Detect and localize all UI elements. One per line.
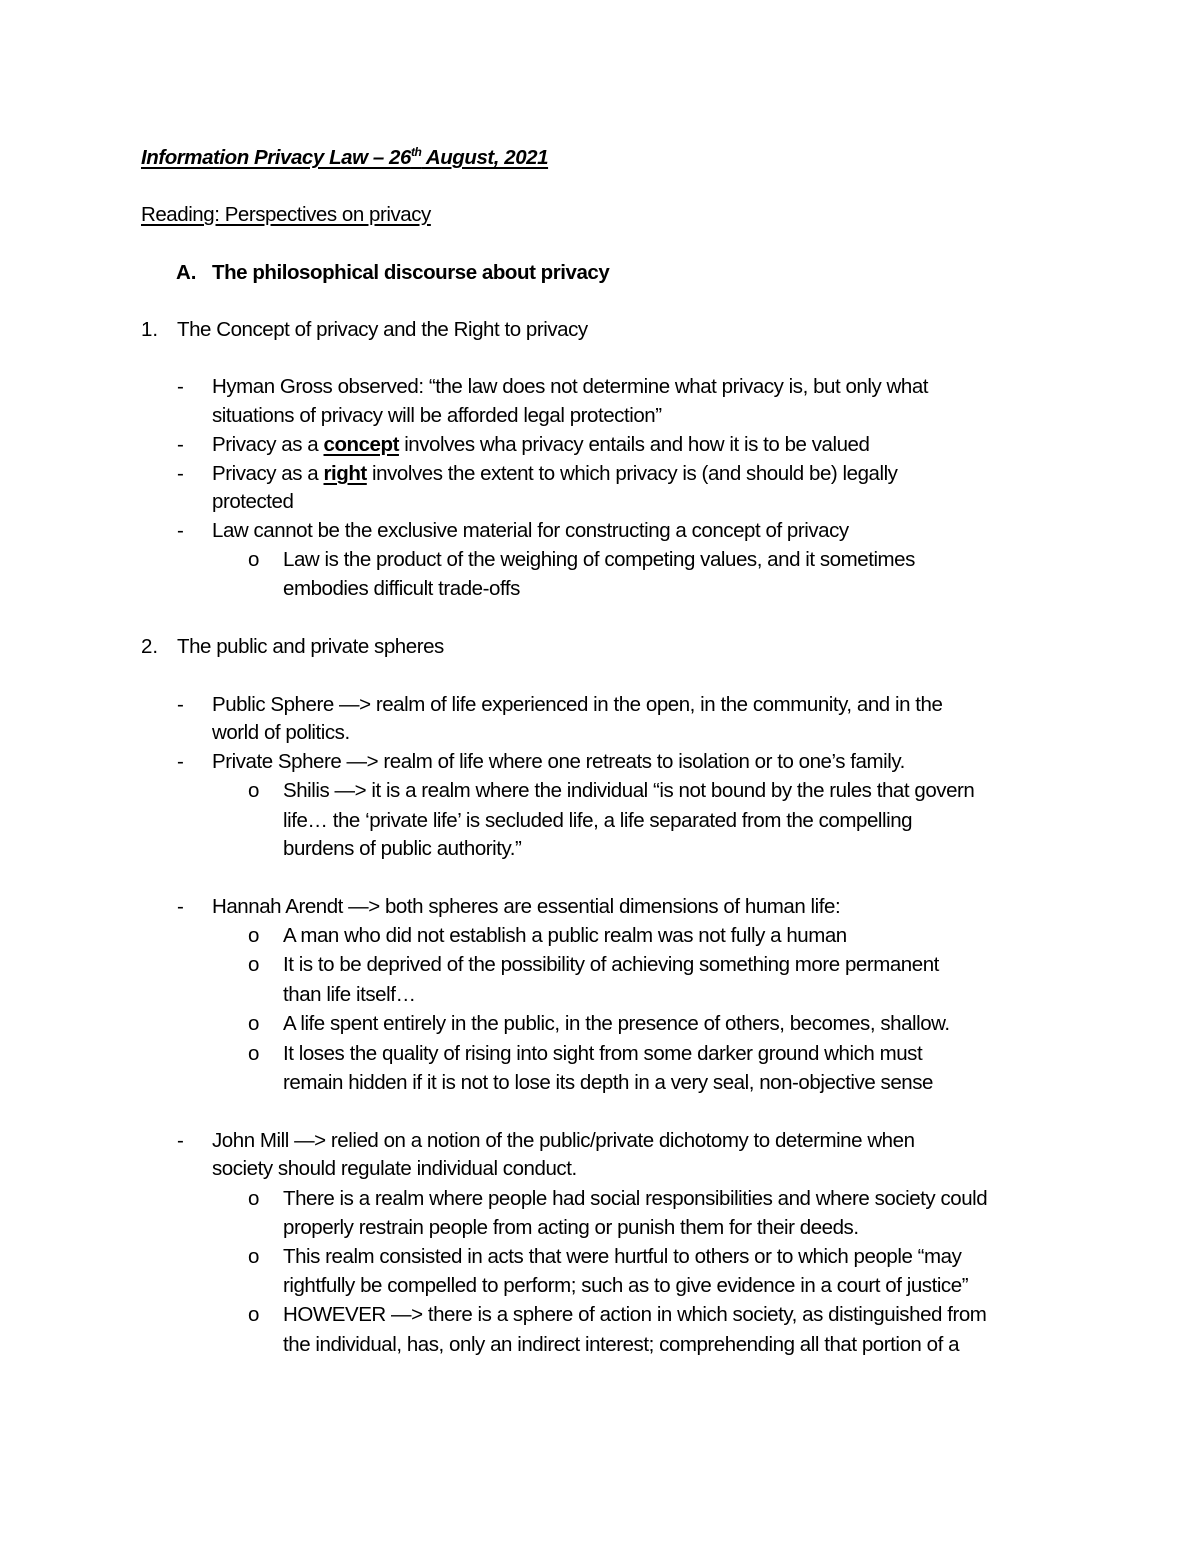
bullet-text <box>212 432 869 458</box>
item2-marker: 2. <box>141 635 159 658</box>
circle-bullet: o <box>248 1042 260 1065</box>
sub-bullet-text: the individual, has, only an indirect interest; comprehending all that portion of a <box>283 1333 960 1356</box>
dash-bullet: - <box>177 693 184 716</box>
circle-bullet: o <box>248 1187 260 1210</box>
sub-bullet-text: A man who did not establish a public realm was not fully a human <box>283 924 847 947</box>
dash-bullet: - <box>177 433 184 456</box>
dash-bullet: - <box>177 895 184 918</box>
sub-bullet-text: Law is the product of the weighing of competing values, and it sometimes <box>283 548 915 571</box>
bullet-text: Hannah Arendt —> both spheres are essential dimensions of human life: <box>212 895 841 918</box>
sub-bullet-text: properly restrain people from acting or punish them for their deeds. <box>283 1216 859 1239</box>
bullet-text: protected <box>212 490 294 513</box>
bullet-text: Hyman Gross observed: “the law does not determine what privacy is, but only what <box>212 375 929 398</box>
circle-bullet: o <box>248 1012 260 1035</box>
sub-bullet-text: burdens of public authority.” <box>283 837 522 860</box>
bullet-text: Public Sphere —> realm of life experienced in the open, in the community, and in the <box>212 693 943 716</box>
title-suffix: August, 2021 <box>421 146 549 169</box>
circle-bullet: o <box>248 1303 260 1326</box>
sub-bullet-text: remain hidden if it is not to lose its depth in a very seal, non-objective sense <box>283 1071 933 1094</box>
item1-marker: 1. <box>141 318 159 341</box>
sub-bullet-text: A life spent entirely in the public, in the presence of others, becomes, shallow. <box>283 1012 950 1035</box>
circle-bullet: o <box>248 1245 260 1268</box>
bullet-text: Private Sphere —> realm of life where one retreats to isolation or to one’s family. <box>212 750 905 773</box>
reading-heading: Reading: Perspectives on privacy <box>141 203 431 226</box>
section-a-marker: A. <box>176 261 197 284</box>
text-run: involves wha privacy entails and how it is to be valued <box>398 433 870 456</box>
sub-bullet-text: Shilis —> it is a realm where the individual “is not bound by the rules that govern <box>283 779 975 802</box>
bullet-text: John Mill —> relied on a notion of the public/private dichotomy to determine when <box>212 1129 915 1152</box>
sub-bullet-text: rightfully be compelled to perform; such as to give evidence in a court of justice” <box>283 1274 969 1297</box>
dash-bullet: - <box>177 375 184 398</box>
item1-heading: The Concept of privacy and the Right to privacy <box>177 318 588 341</box>
keyword-right: right <box>323 462 367 485</box>
bullet-text <box>212 461 897 487</box>
sub-bullet-text: It loses the quality of rising into sight from some darker ground which must <box>283 1042 923 1065</box>
circle-bullet: o <box>248 779 260 802</box>
sub-bullet-text: embodies difficult trade-offs <box>283 577 520 600</box>
circle-bullet: o <box>248 953 260 976</box>
text-run: Privacy as a <box>212 462 324 485</box>
sub-bullet-text: There is a realm where people had social responsibilities and where society could <box>283 1187 988 1210</box>
circle-bullet: o <box>248 548 260 571</box>
section-a-heading: The philosophical discourse about privacy <box>212 261 610 284</box>
circle-bullet: o <box>248 924 260 947</box>
sub-bullet-text: This realm consisted in acts that were hurtful to others or to which people “may <box>283 1245 962 1268</box>
dash-bullet: - <box>177 750 184 773</box>
text-run: involves the extent to which privacy is (and should be) legally <box>366 462 898 485</box>
title-superscript: th <box>410 145 422 160</box>
sub-bullet-text: HOWEVER —> there is a sphere of action in which society, as distinguished from <box>283 1303 987 1326</box>
text-run: Privacy as a <box>212 433 324 456</box>
bullet-text: Law cannot be the exclusive material for constructing a concept of privacy <box>212 519 849 542</box>
sub-bullet-text: It is to be deprived of the possibility of achieving something more permanent <box>283 953 939 976</box>
keyword-concept: concept <box>323 433 399 456</box>
dash-bullet: - <box>177 462 184 485</box>
bullet-text: world of politics. <box>212 721 350 744</box>
bullet-text: society should regulate individual conduct. <box>212 1157 577 1180</box>
bullet-text: situations of privacy will be afforded legal protection” <box>212 404 662 427</box>
item2-heading: The public and private spheres <box>177 635 444 658</box>
dash-bullet: - <box>177 1129 184 1152</box>
document-title <box>141 145 548 171</box>
sub-bullet-text: than life itself… <box>283 983 416 1006</box>
dash-bullet: - <box>177 519 184 542</box>
title-prefix: Information Privacy Law – 26 <box>141 146 411 169</box>
sub-bullet-text: life… the ‘private life’ is secluded life, a life separated from the compelling <box>283 809 913 832</box>
